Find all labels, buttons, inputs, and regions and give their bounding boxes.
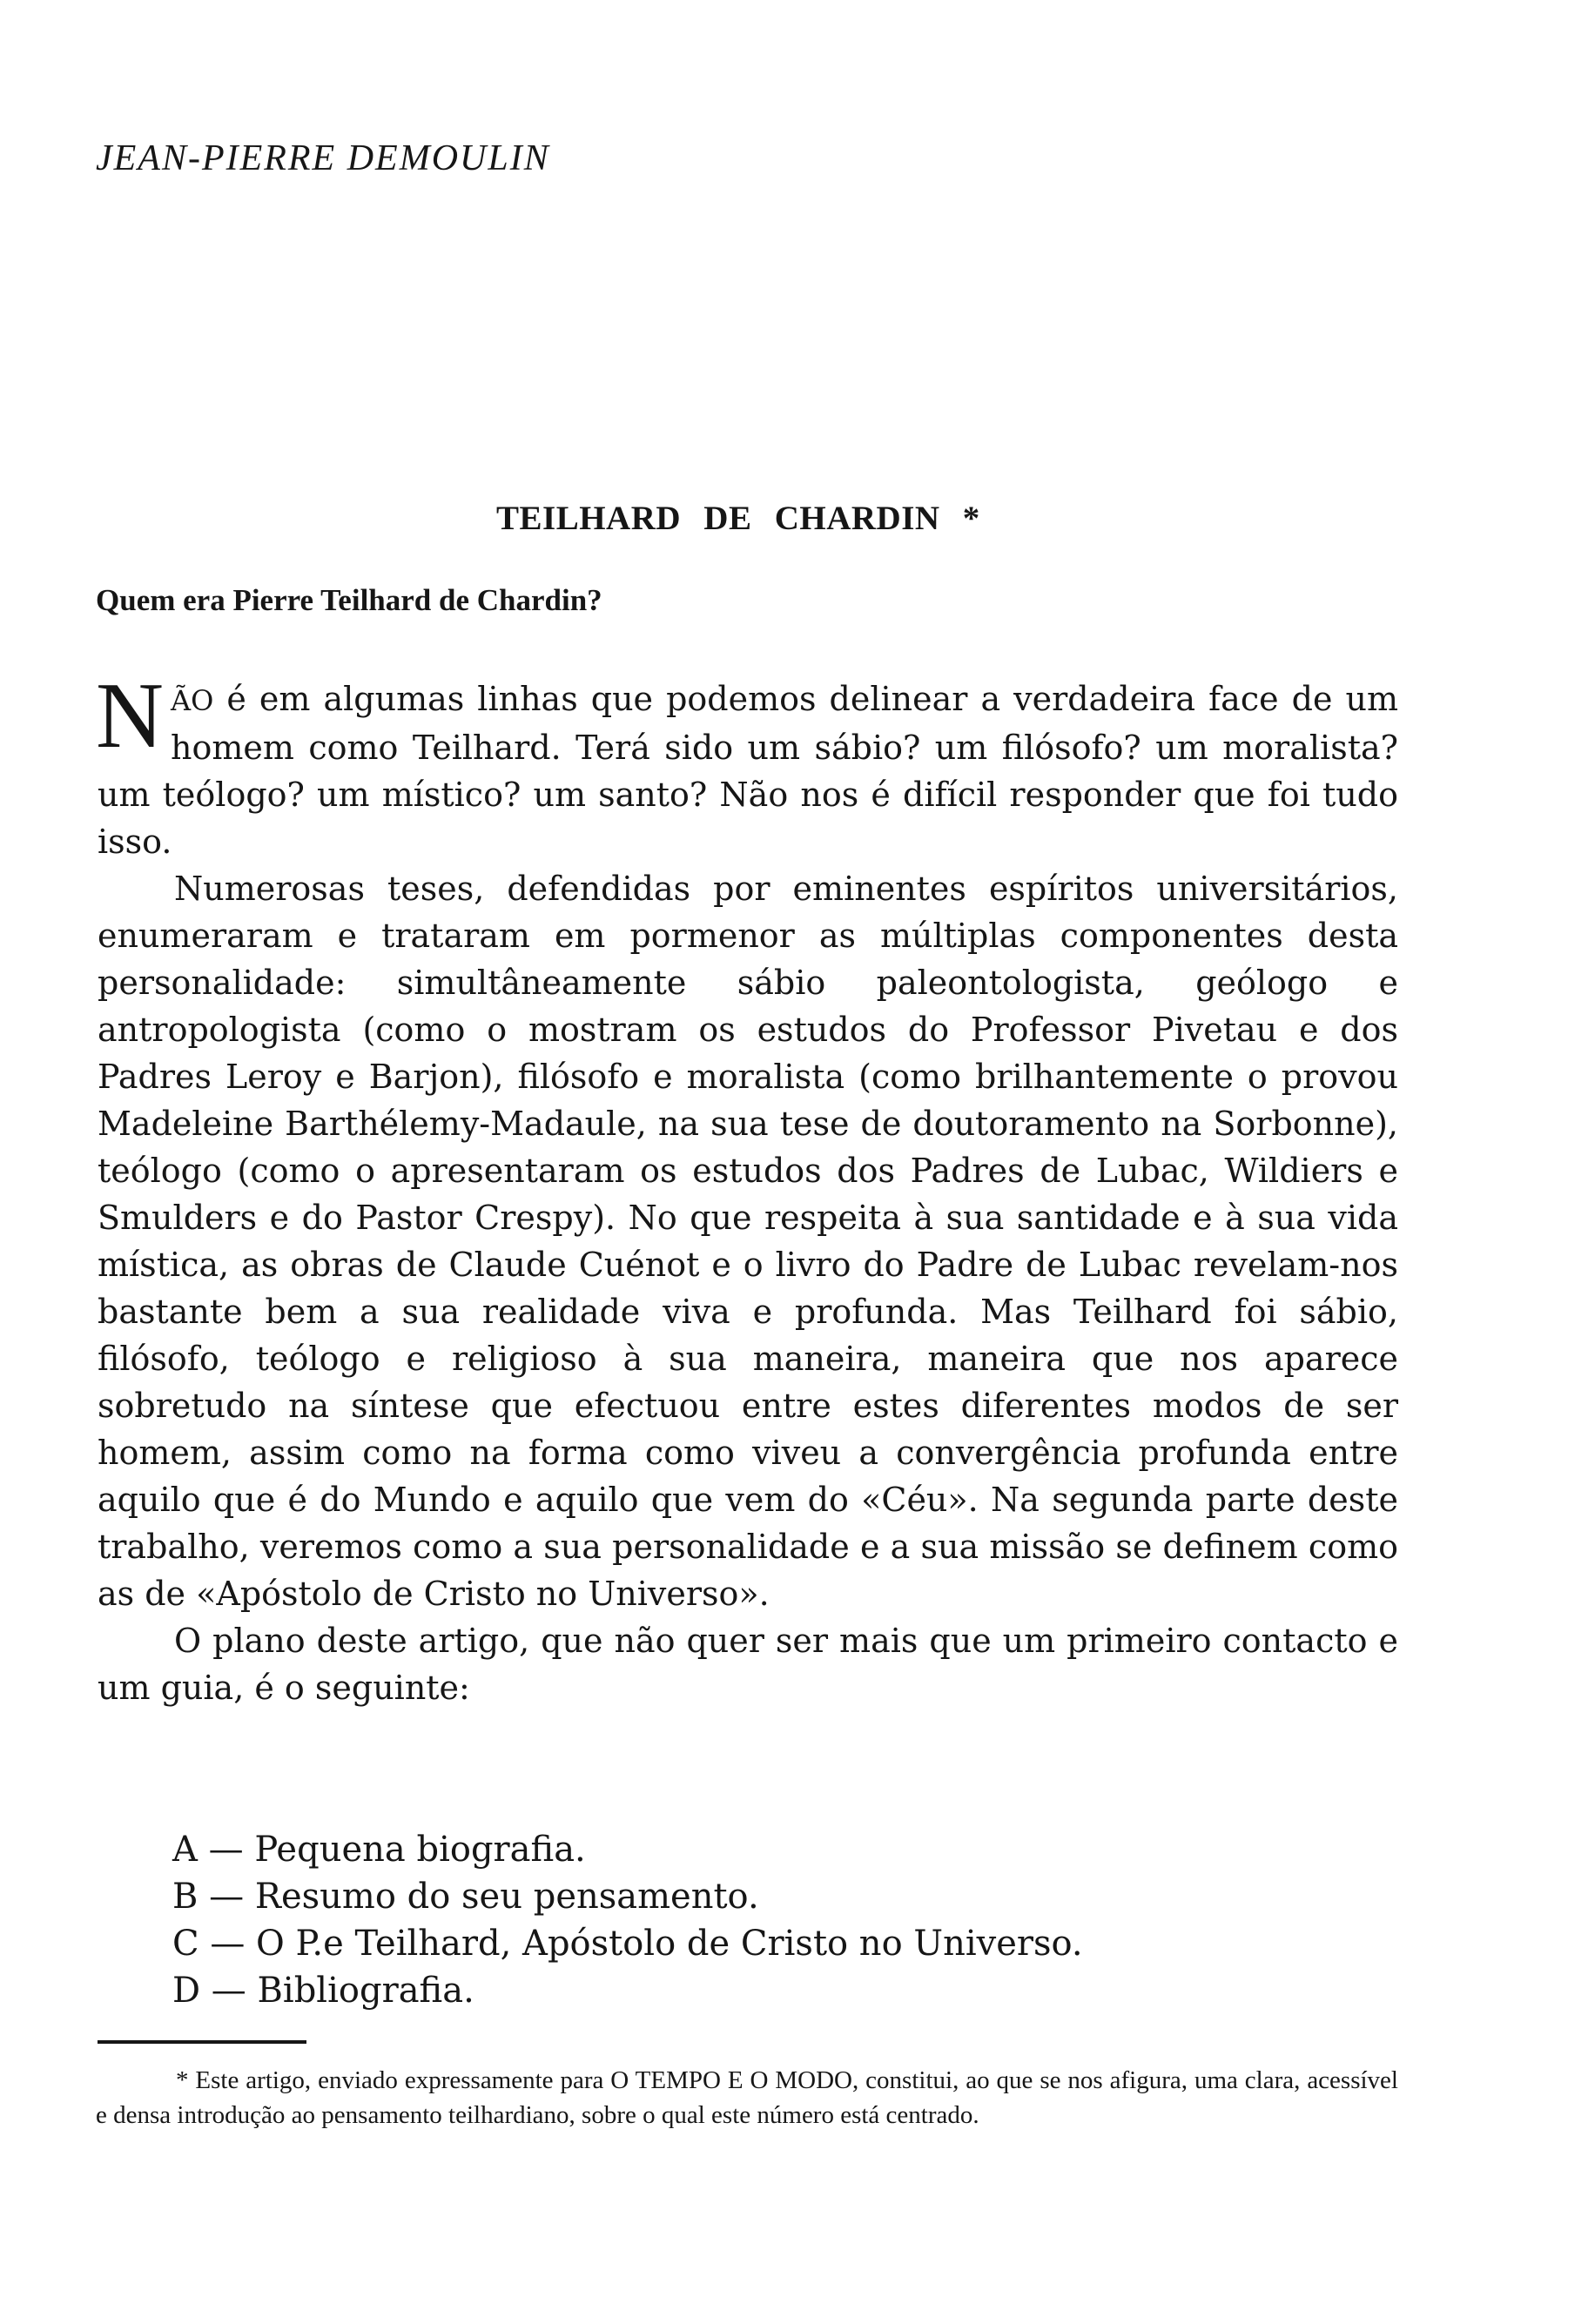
article-title: TEILHARD DE CHARDIN * — [496, 500, 980, 537]
article-plan-list — [172, 1826, 1083, 2014]
paragraph-3: O plano deste artigo, que não quer ser mais que um primeiro contacto e um guia, é o seguinte: — [98, 1622, 1398, 1707]
author-name: JEAN-PIERRE DEMOULIN — [96, 138, 550, 178]
drop-cap: N — [96, 664, 164, 768]
plan-item-a: A — Pequena biografia. — [172, 1830, 586, 1870]
intro-text: é em algumas linhas que podemos delinear a verdadeira face de um homem como Teilhard. Terá sido um sábio? um filósofo? um moralista? um teólogo? um místico? um santo? Não nos é difícil responder que foi tudo isso. — [98, 680, 1398, 861]
article-body — [96, 664, 1398, 1711]
plan-item-b: B — Resumo do seu pensamento. — [172, 1877, 759, 1917]
intro-paragraph — [96, 664, 1398, 865]
section-heading: Quem era Pierre Teilhard de Chardin? — [96, 583, 602, 617]
footnote-divider — [98, 2040, 306, 2044]
footnote: * Este artigo, enviado expressamente para O TEMPO E O MODO, constitui, ao que se nos afigura, uma clara, acessível e densa introdução ao pensamento teilhardiano, sobre o qual este número está centrado. — [96, 2066, 1398, 2129]
plan-item-d: D — Bibliografia. — [172, 1971, 474, 2011]
paragraph-2: Numerosas teses, defendidas por eminentes espíritos universitários, enumeraram e trataram em pormenor as múltiplas componentes desta personalidade: simultâneamente sábio paleontologista, geólogo e antropologista (como o mostram os estudos do Professor Pivetau e dos Padres Leroy e Barjon), filósofo e moralista (como brilhantemente o provou Madeleine Barthélemy-Madaule, na sua tese de doutoramento na Sorbonne), teólogo (como o apresentaram os estudos dos Padres de Lubac, Wildiers e Smulders e do Pastor Crespy). No que respeita à sua santidade e à sua vida mística, as obras de Claude Cuénot e o livro do Padre de Lubac revelam-nos bastante bem a sua realidade viva e profunda. Mas Teilhard foi sábio, filósofo, teólogo e religioso à sua maneira, maneira que nos aparece sobretudo na síntese que efectuou entre estes diferentes modos de ser homem, assim como na forma como viveu a convergência profunda entre aquilo que é do Mundo e aquilo que vem do «Céu». Na segunda parte deste trabalho, veremos como a sua personalidade e a sua missão se definem como as de «Apóstolo de Cristo no Universo». — [98, 870, 1398, 1613]
plan-item-c: C — O P.e Teilhard, Apóstolo de Cristo no Universo. — [172, 1924, 1083, 1964]
intro-first-word: ÃO — [171, 684, 214, 717]
